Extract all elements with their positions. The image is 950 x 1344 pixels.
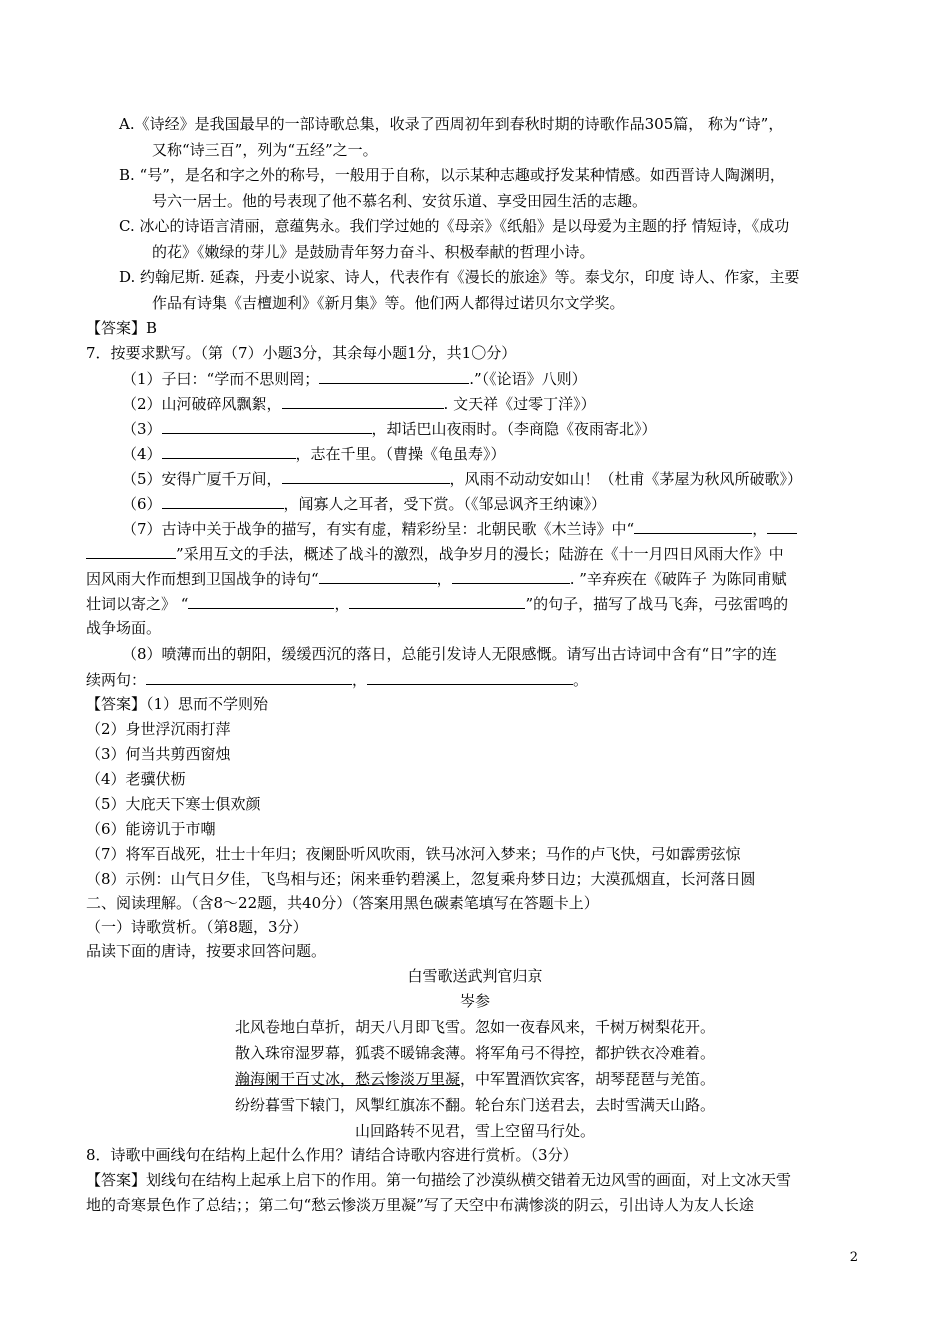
- q7-2-blank[interactable]: [282, 393, 444, 409]
- q7-7-blank-3[interactable]: [319, 568, 437, 584]
- q7-item-2: [122, 393, 596, 414]
- option-d-line1: D. 约翰尼斯. 延森，丹麦小说家、诗人，代表作有《漫长的旅途》等。泰戈尔，印度 诗人、作家，主要: [119, 268, 800, 286]
- q7-item-7-line2: [86, 543, 784, 564]
- page-number: 2: [849, 1250, 858, 1265]
- section-2-intro: 品读下面的唐诗，按要求回答问题。: [86, 942, 327, 960]
- q7-6-suffix: ，闻寡人之耳者，受下赏。（《邹忌讽齐王纳谏》）: [283, 495, 607, 513]
- q7-2-suffix: . 文天祥《过零丁洋》）: [443, 395, 596, 413]
- q7-7-comma-2: ，: [436, 570, 452, 588]
- q7-6-prefix: （6）: [122, 495, 162, 513]
- q7-8-comma: ，: [352, 671, 368, 689]
- q7-7-text-f: . ”辛弃疾在《破阵子 为陈同甫赋: [569, 570, 787, 588]
- q7-item-7-line4: [86, 593, 788, 614]
- q7-8-period: 。: [573, 671, 589, 689]
- q7-4-blank[interactable]: [162, 443, 296, 459]
- q7-4-prefix: （4）: [122, 445, 162, 463]
- q7-7-blank-6[interactable]: [349, 593, 525, 609]
- answer-7-1: 【答案】（1）思而不学则殆: [86, 695, 269, 713]
- q7-6-blank[interactable]: [162, 493, 284, 509]
- poem-author: 岑参: [459, 992, 490, 1010]
- q7-item-3: [122, 418, 657, 439]
- q7-8-text-b: 续两句：: [86, 671, 147, 689]
- q7-5-blank[interactable]: [282, 468, 450, 484]
- section-2-sub-1: （一）诗歌赏析。（第8题，3分）: [86, 918, 308, 936]
- poem-line-2: 散入珠帘湿罗幕，狐裘不暖锦衾薄。将军角弓不得控，都护铁衣冷难着。: [234, 1044, 715, 1062]
- q7-8-blank-1[interactable]: [146, 669, 352, 685]
- q7-7-blank-2a[interactable]: [767, 518, 797, 534]
- option-a-line1: A.《诗经》是我国最早的一部诗歌总集，收录了西周初年到春秋时期的诗歌作品305篇， 称为“诗”，: [119, 115, 784, 133]
- q7-7-text-d: 因风雨大作而想到卫国战争的诗句“: [86, 570, 319, 588]
- answer-7-8: （8）示例：山气日夕佳，飞鸟相与还；闲来垂钓碧溪上，忽复乘舟梦日边；大漠孤烟直，长河落日圆: [86, 870, 756, 888]
- poem-line-3-rest: ，中军置酒饮宾客，胡琴琵琶与羌笛。: [460, 1070, 716, 1088]
- option-c-line1: C. 冰心的诗语言清丽，意蕴隽永。我们学过她的《母亲》《纸船》是以母爱为主题的抒 情短诗，《成功: [119, 217, 790, 235]
- q7-7-blank-1[interactable]: [634, 518, 752, 534]
- q7-item-8-line1: （8）喷薄而出的朝阳，缓缓西沉的落日，总能引发诗人无限感慨。请写出古诗词中含有“日”字的连: [122, 645, 777, 663]
- q7-7-text-c: ”采用互文的手法，概述了战斗的激烈，战争岁月的漫长；陆游在《十一月四日风雨大作》中: [176, 545, 784, 563]
- q7-7-comma-3: ，: [334, 595, 350, 613]
- q7-5-prefix: （5）安得广厦千万间，: [122, 470, 282, 488]
- answer-7-6: （6）能谤讥于市嘲: [86, 820, 216, 838]
- answer-6: 【答案】B: [86, 319, 158, 337]
- answer-8-line2: 地的奇寒景色作了总结；；第二句“愁云惨淡万里凝”写了天空中布满惨淡的阴云，引出诗人为友人长途: [86, 1196, 754, 1214]
- answer-7-2: （2）身世浮沉雨打萍: [86, 720, 231, 738]
- q7-item-7-line5: 战争场面。: [86, 619, 162, 637]
- q7-item-7-line3: [86, 568, 787, 589]
- option-b-line1: B. “号”，是名和字之外的称号，一般用于自称，以示某种志趣或抒发某种情感。如西晋诗人陶渊明，: [119, 166, 785, 184]
- answer-7-4: （4）老骥伏枥: [86, 770, 186, 788]
- option-c-line2: 的花》《嫩绿的芽儿》是鼓励青年努力奋斗、积极奉献的哲理小诗。: [152, 243, 595, 261]
- q7-1-blank[interactable]: [319, 368, 469, 384]
- poem-title: 白雪歌送武判官归京: [407, 967, 543, 985]
- q7-item-5: [122, 468, 802, 489]
- q7-1-prefix: （1）子曰：“学而不思则罔；: [122, 370, 320, 388]
- q7-1-suffix: .”（《论语》八则）: [469, 370, 587, 388]
- answer-7-5: （5）大庇天下寒士俱欢颜: [86, 795, 261, 813]
- q7-3-suffix: ，却话巴山夜雨时。（李商隐《夜雨寄北》）: [371, 420, 657, 438]
- q7-7-text-i: ”的句子，描写了战马飞奔，弓弦雷鸣的: [525, 595, 789, 613]
- q7-5-suffix: ，风雨不动动安如山！（杜甫《茅屋为秋风所破歌》）: [449, 470, 803, 488]
- q7-item-7-line1: [122, 518, 797, 539]
- q7-7-blank-5[interactable]: [188, 593, 334, 609]
- poem-underlined-lines: 瀚海阑干百丈冰，愁云惨淡万里凝: [234, 1070, 460, 1088]
- q7-4-suffix: ，志在千里。（曹操《龟虽寿》）: [295, 445, 506, 463]
- q7-8-blank-2[interactable]: [367, 669, 573, 685]
- q7-item-4: [122, 443, 506, 464]
- q7-7-blank-2b[interactable]: [86, 543, 176, 559]
- answer-7-7: （7）将军百战死，壮士十年归；夜阑卧听风吹雨，铁马冰河入梦来；马作的卢飞快，弓如霹雳弦惊: [86, 845, 741, 863]
- poem-line-5: 山回路转不见君，雪上空留马行处。: [354, 1122, 595, 1140]
- q7-3-prefix: （3）: [122, 420, 162, 438]
- q7-2-prefix: （2）山河破碎风飘絮，: [122, 395, 282, 413]
- section-2-title: 二、阅读理解。（含8～22题，共40分）（答案用黑色碳素笔填写在答题卡上）: [86, 894, 599, 912]
- q7-3-blank[interactable]: [162, 418, 372, 434]
- option-a-line2: 又称“诗三百”，列为“五经”之一。: [152, 141, 378, 159]
- q7-item-6: [122, 493, 606, 514]
- poem-line-3: [0, 1069, 950, 1089]
- q7-7-blank-4[interactable]: [452, 568, 570, 584]
- option-b-line2: 号六一居士。他的号表现了他不慕名利、安贫乐道、享受田园生活的志趣。: [152, 192, 648, 210]
- q7-item-8-line2: [86, 669, 588, 690]
- option-d-line2: 作品有诗集《吉檀迦利》《新月集》等。他们两人都得过诺贝尔文学奖。: [152, 294, 625, 312]
- answer-8-line1: 【答案】划线句在结构上起承上启下的作用。第一句描绘了沙漠纵横交错着无边风雪的画面，对上文冰天雪: [86, 1171, 792, 1189]
- q7-7-text-g: 壮词以寄之》 “: [86, 595, 189, 613]
- q7-7-text-a: （7）古诗中关于战争的描写，有实有虚，精彩纷呈：北朝民歌《木兰诗》中“: [122, 520, 635, 538]
- question-8-title: 8．诗歌中画线句在结构上起什么作用？请结合诗歌内容进行赏析。（3分）: [86, 1146, 578, 1164]
- q7-7-comma-1: ，: [752, 520, 768, 538]
- question-7-title: 7．按要求默写。（第（7）小题3分，其余每小题1分，共1〇分）: [86, 344, 517, 362]
- poem-line-1: 北风卷地白草折，胡天八月即飞雪。忽如一夜春风来，千树万树梨花开。: [234, 1018, 715, 1036]
- poem-line-4: 纷纷暮雪下辕门，风掣红旗冻不翻。轮台东门送君去，去时雪满天山路。: [234, 1096, 715, 1114]
- answer-7-3: （3）何当共剪西窗烛: [86, 745, 231, 763]
- q7-item-1: [122, 368, 587, 389]
